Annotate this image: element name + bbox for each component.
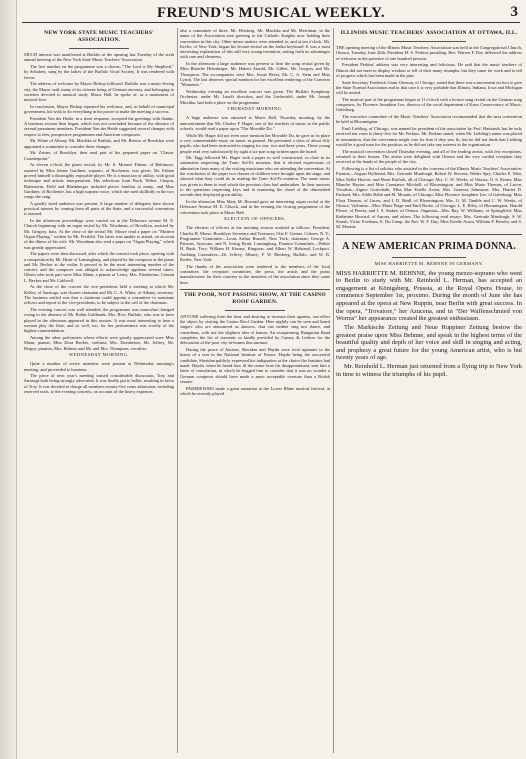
page-number: 3 [510, 4, 518, 20]
divider [336, 234, 522, 235]
paragraph: The Markische Zeitung and Neue Ruppiner Zeitung bestow the greatest praise upon Miss Behnne, and speak in the highest terms of the beautiful quality and depth of her voice and skill in singing and acting, and prophesy a great future for the young American artist, who is but twenty years of age. [336, 324, 522, 362]
section-heading: THURSDAY MORNING. [227, 106, 283, 112]
paragraph: Quite a number of active members were present at Wednesday morning's meeting, and proceeded to business. [24, 361, 174, 372]
paragraph: Mr. Zeiner, of Brooklyn, then read part of his prepared paper on "Classic Counterpoint." [24, 150, 174, 161]
article-subheadline: MISS HARRIETTE M. BEHNNE IN GERMANY. [374, 260, 484, 266]
paragraph: At eleven o'clock the piano recital, by Mr. S. Monroe Fabian, of Baltimore, assisted by Miss Jennie Gardiner, soprano, of Rochester, was given. Mr. Fabian proved himself a thoroughly enjoyable player. He is a musician of ability, with good technique and artistic interpretation. His selections from Bach, Weber, Chopin, Rubinstein, Field and Rheinberger included pieces familiar to many; and Miss Gardiner, of Rochester, has a high soprano voice, which she used skillfully in the two songs she sang. [24, 162, 174, 200]
paragraph: The executive committee of the Music Teachers' Association recommended that the next convention be held at Bloomington. [336, 114, 522, 125]
paragraph: Mr. White of Albany, Mr. Mischka of Buffalo, and Mr. Brewer of Brooklyn were appointed a committee to consider these changes. [24, 138, 174, 149]
paragraph: Emil Liebling, of Chicago, was named for president of the association by Prof. Hatstaedt, but he only received ten votes to thirty-five for Mr. Perkins. Mr. Perkins stated, when Mr. Liebling's name was placed in nomination, that the convention might vote for him if they saw fit, but he did not think that Liebling would be a good man for the position, as he did not take any interest in the organization. [336, 126, 522, 147]
paragraph: At the close of the concert the vice-presidents held a meeting at which Mr. Kelley, of Saratoga, was chosen chairman and Mr. C. A. White, of Albany, secretary. The business settled was that a chairman could appoint a committee to nominate officers and report to the vice-presidents, to be subject to the call of the chairman. [24, 284, 174, 306]
article-headline-ny: NEW YORK STATE MUSIC TEACHERS' ASSOCIATION. [44, 30, 154, 43]
paragraph: Following is a list of soloists who assisted in the concerts of the Illinois Music Teachers' Association: Pianists—August Hyllested, Mrs. Gertrude Murdough, Robert W. Stevens, Walter Spry, Charles E. Watt, Miss Nellie Hoover, and Henri Ruifrok, all of Chicago; Mrs. C. W. Weeks, of Ottawa, O. S. Kimer, Miss Blanche Haytor, and Miss Constance Mitchell, of Bloomington, and Miss Marie Thomas, of Lacon. Vocalists—Signor Gottschalk, Miss Mae Estelle Acton, Mrs. Genevra Johnstone, Mrs. Harriet D. Packard, Mrs. Addie Robb and M. Mounts, of Chicago; Miss Florence Josephine Lee, of Galesburg; Miss Flora Thomas, of Lacon, and J. D. Beall, of Bloomington; Mrs. G. M. Tamble and C. W. Weeks, of Ottawa. Violinists—Miss Marie Paige and Emil Becke, of Chicago; L. E. Riley, of Bloomington; Harold Plowe, of Peoria, and J. S. Stakes, of Ottawa. Organists—Mrs. Ray, W. Williams, of Springfield; Miss Katherine Howard, of Aurora, and others. The following read essays: Mrs. Gertrude Murdough, S. W. Straub, Victor Everham, E. Du Camp, the Rev. W. F. Day, Miss Estelle Acton, William P. Beesley and S. M. Mounts. [336, 165, 522, 230]
column-3 [336, 28, 522, 753]
paragraph: THE opening meeting of the Illinois Music Teachers' Association was held at the Congregational Church, Ottawa, Tuesday, June 26th, President H. S. Perkins presiding. Rev. Warren F. Day delivered the address of welcome in the presence of one hundred persons. [336, 45, 522, 61]
divider [69, 48, 129, 49]
binding-edge [0, 0, 17, 759]
divider [180, 289, 330, 290]
divider [392, 41, 466, 42]
column-2 [180, 28, 330, 753]
paragraph: The election of officers at the morning session resulted as follows: President, Charles H. Morse, Brooklyn; Secretary and Treasurer, Otto F. Greene, Cohoes, N. Y.; Programme Committee—Louis Arthur Russell, New York, chairman; George A. Parsons, Syracuse, and N. Irving Hyatt, Lansingburg. Finance Committee—Walter H. Bush, Troy; William H. Kinney, Kingston, and Albert W. Halstead, Lockport. Auditing Committee—Dr. Jeffrey, Albany; F. W. Riesberg, Buffalo, and W. B. Keeler, New York. [180, 225, 330, 263]
column-rule [177, 28, 178, 753]
paragraph: In the afternoon proceedings were carried on in the Delaware avenue M. E. Church beginning with an organ recital by Mr. Woodman, of Brooklyn, assisted by Mr. Gregory, bass. At the close of the recital Mr. Moore read a paper on "Modern Organ Playing," written by Mr. Pretfeld. The latter was unable to attend, on account of the illness of his wife. Mr. Woodman also read a paper on "Organ Playing," which was greatly appreciated. [24, 218, 174, 250]
paragraph: Among the other performers whose efforts were greatly appreciated were Miss Mann, pianist; Miss Dora Becker, violinist; Mrs. Eitenheiser, Mr. Jeffrey, Mr. Bergey, pianists; Mrs. Holmes and Mr. and Mrs. Thompson, vocalists. [24, 334, 174, 351]
masthead [22, 4, 520, 23]
paragraph: The piece of next year's meeting caused considerable discussion, Troy and Saratoga both being strongly advocated. It was finally put to ballot, resulting in favor of Troy. It was decided to charge all members twenty-five cents admission, including reserved seats, to the evening concerts, on account of the heavy expenses; [24, 373, 174, 395]
paragraph: A large audience was attracted to Music Hall, Thursday morning, by the announcement that Mr. Charles F. Hager, one of the teachers of music in the public schools, would read a paper upon "The Movable Do." [180, 115, 330, 131]
paragraph: MUCH interest was manifested at Buffalo at the opening last Tuesday of the sixth annual meeting of the New York State Music Teachers' Association. [24, 52, 174, 63]
paragraph: In conclusion, Mayor Bishop repeated his welcome, and, in behalf of municipal government, his wish to do everything in his power to make the meeting a success. [24, 103, 174, 115]
paragraph: The evening concert was well attended, the programme was somewhat changed owing to the absence of Mr. Robin Goldmark. Mrs. Rice, Buffalo, who was to have played in the afternoon appeared in this session. It was most interesting to hear a woman play the flute, and so well, too, for her performance was worthy of the highest commendation. [24, 307, 174, 334]
section-heading: WEDNESDAY MORNING. [69, 352, 129, 358]
paragraph: Mr. Reinhold L. Herman just returned from a flying trip to New York in time to witness the triumphs of his pupil. [336, 363, 522, 379]
paragraph: President Von der Heide, in a short response, accepted the greetings with thanks. A business session then began, which was not concluded because of the absence of several prominent members. President Von der Heide suggested several changes with respect to fees, prospective programmes and American composers. [24, 115, 174, 137]
paragraph: In the afternoon Miss Mary M. Howard gave an interesting organ recital at the Delaware Avenue M. E. Church, and in the evening the closing programme of the convention took place at Music Hall. [180, 198, 330, 215]
paragraph: State Secretary Frederick Grant Gleason, of Chicago, stated that there was a movement on foot to give the State Normal Association and in that case it is very probable that Illinois, Indiana, Iowa and Michigan will be united. [336, 79, 522, 96]
divider [225, 310, 285, 311]
paragraph: Wednesday evening an excellent concert was given. The Buffalo Symphony Orchestra, under Mr. Lund's direction, and the Liedertafel, under Mr. Joseph Mischka, had both a place on the programme. [180, 89, 330, 105]
paragraph: The musical part of the programme began at 11 o'clock with a lecture song recital on the German song composers, by Florence Josephine Lee, director of the vocal department of Knox Conservatory of Music, Galesburg. [336, 96, 522, 113]
paragraph: A goodly sized audience was present. A large number of delegates have shown practical interest by coming from all parts of the State, and a successful convention is assured. [24, 200, 174, 217]
paragraph: In the afternoon a large audience was present to hear the song recital given by Miss Blanche Heimberger, Mr. Hubert Arnold, Mr. Gillett, Mr. Gregory and Mr. Thompson. The accompanists were Mrs. Jessie Bever, Mr. C. A. Stein and Miss Lynch. The last deserves special mention for her excellent rendering of the Concerto "Momento." [180, 61, 330, 88]
divider [392, 257, 466, 258]
paragraph: ANYONE suffering from the heat, and desiring to increase their agonies, can effect the object by visiting the Casino Roof Garden. Here nightly can be seen and heard singers who are announced as dancers, that can neither sing nor dance, and comedians, with not the slightest idea of humor. An exasperating Hungarian Band completes the list of torments so kindly provided by Canary & Lederer for the delectation of the poor city-at-homes this summer. [180, 313, 330, 346]
paragraph: The musical convention closed Thursday evening, and all of the leading artists, with few exceptions, returned to their homes. The artists were delighted with Ottawa and the very cordial reception they received at the hands of the people of the city. [336, 148, 522, 165]
section-heading: ELECTION OF OFFICERS. [224, 216, 286, 222]
article-headline-roof: THE POOR, NOT PASSING SHOW, AT THE CASINO ROOF GARDEN. [184, 291, 326, 305]
paragraph: The first number on the programme was a chorus, "The Lord is My Shepherd," by Schubert, sung by the ladies of the Buffalo Vocal Society. It was rendered with fervor. [24, 63, 174, 80]
column-rule [333, 28, 334, 753]
article-headline-illinois: ILLINOIS MUSIC TEACHERS' ASSOCIATION AT OTTAWA, ILL. [340, 30, 518, 36]
paragraph: While Mr. Hager did not even once mention the Movable Do, he gave in its place a very commendable essay on music in general. He presented a class of about fifty pupils, who had been instructed in singing for one, two and three years. These young people read very satisfactorily by sight a six-part song written upon the board. [180, 132, 330, 154]
paragraph: During the peace of Amiens, Sheridan and Haydn were rival aspirants to the honor of a seat in the National Institute of France. Haydn being the successful candidate, Sheridan publicly expressed his indignation at the choice the Institute had made. Haydn, when he heard how ill the orator bore his disappointment, sent him a letter of consolation, in which he begged him to consider that it was no wonder a German composer should have made a more acceptable overture than a British senator. [180, 347, 330, 384]
masthead-title: FREUND'S MUSICAL WEEKLY. [157, 5, 385, 21]
paragraph: Mr. Tagg followed Mr. Hager with a paper so well constructed, so clear in its statements respecting the Tonic Sol-Fa notation, that it elicited expressions of admiration from many of the visiting musicians who are attending the convention. At the conclusion of the paper two classes of children were brought upon the stage, and showed what they could do in reading the Tonic Sol-Fa notation. The same music was given to them to read which the previous class had undertaken. In their answers to the questions respecting keys and in mastering the chord of the diminished seventh they displayed great ability. [180, 155, 330, 198]
article-headline-prima-donna: A NEW AMERICAN PRIMA DONNA. [342, 240, 516, 252]
paragraph: President Perkins' address was very interesting and felicitous. He said that the music teachers of Illinois did not meet to display wisdom or tell of their many triumphs, but they came for work and to tell of progress which has been made in the past. [336, 62, 522, 78]
column-1 [24, 28, 174, 753]
paragraph: The thanks of the association were tendered to the members of the local committee, the reception committee, the press, the artists and the piano manufacturers for their courtesy to the members of the association since they came here. [180, 263, 330, 285]
paragraph: MISS HARRIETTE M. BEHNNE, the young mezzo-soprano who went to Berlin to study with Mr. Reinhold L. Herman, has accepted an engagement at Königsberg, Prussia, at the Royal Opera House, to commence September 1st, proximo. During the month of June she has appeared at the opera at New Ruppin, near Berlin with great success. In the opera, "Trovatore," her Azucena, and in "Der Waffenschmied von Worms" her appearance created the greatest enthusiasm. [336, 269, 522, 323]
paragraph: The address of welcome by Mayor Bishop followed. Buffalo was a music-loving city, the Mayor said, many of its citizens being of German ancestry, and belonging to societies devoted to musical study. Music Hall, he spoke of, as a monument of musical love. [24, 81, 174, 103]
paragraph: PADEREWSKI made a great sensation at the Lower Rhine musical festival, at which he recently played. [180, 385, 330, 396]
paragraph: also a committee of three, Mr. Heisberg, Mr. Mischka and Mr. Merriman, in the name of the Association sent greeting to the Catholic Knights now holding their convention in this city. Other minor matters were attended to, and at ten o'clock, Mr. Kreler, of New York, began his lecture-recital on the Janko keyboard. It was a most interesting explanation of this still very young invention, setting forth its advantages with care and clearness. [180, 28, 330, 60]
paragraph: The papers were then discussed, after which the concert took place, opening with a composition by Mr. Hyatt of Lansingburg, and played by the composer at the piano and Mr. Becker at the violin. It proved to be the most interesting number of the concert, and the composer was obliged to acknowledge applause several times. Others who took part were Miss Mann, a pianist of Leroy, Mrs. Eitenheiser, Conrad L. Becker and Mr. Caldwell. [24, 251, 174, 283]
